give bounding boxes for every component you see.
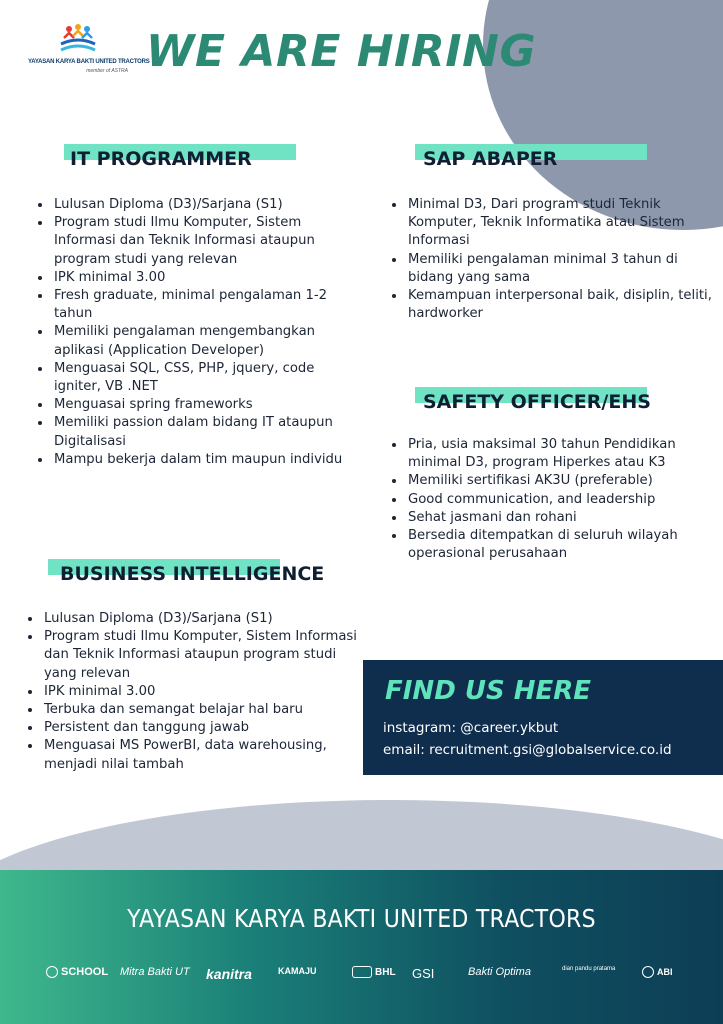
logo-tagline: member of ASTRA [86, 68, 128, 74]
requirement-item: • Pria, usia maksimal 30 tahun Pendidikan minimal D3, program Hiperkes atau K3 [406, 436, 723, 472]
requirement-item: • IPK minimal 3.00 [52, 269, 364, 287]
requirement-item: • Memiliki pengalaman minimal 3 tahun di bidang yang sama [406, 251, 723, 287]
requirement-item: • Minimal D3, Dari program studi Teknik Komputer, Teknik Informatika atau Sistem Informasi [406, 196, 723, 251]
requirement-item: • Memiliki pengalaman mengembangkan aplikasi (Application Developer) [52, 323, 364, 359]
contact-title: FIND US HERE [385, 676, 592, 706]
partner-logo: kanitra [206, 966, 252, 982]
requirement-item: • Program studi Ilmu Komputer, Sistem Informasi dan Teknik Informasi ataupun program studi yang relevan [42, 628, 360, 683]
requirement-item: • Mampu bekerja dalam tim maupun individu [52, 451, 364, 469]
partner-logo: KAMAJU [278, 966, 317, 976]
requirement-item: • Memiliki sertifikasi AK3U (preferable) [406, 472, 723, 490]
list-it-programmer [34, 196, 364, 469]
heading-text: BUSINESS INTELLIGENCE [60, 563, 325, 585]
requirement-item: • Menguasai MS PowerBI, data warehousing, menjadi nilai tambah [42, 737, 360, 773]
heading-sap-abaper [423, 148, 557, 170]
requirement-item: • Fresh graduate, minimal pengalaman 1-2 tahun [52, 287, 364, 323]
instagram-link[interactable]: instagram: @career.ykbut [383, 720, 559, 736]
heading-safety-officer [423, 391, 651, 413]
email-link[interactable]: email: recruitment.gsi@globalservice.co.id [383, 742, 672, 758]
people-icon [58, 24, 98, 54]
page-title: WE ARE HIRING [146, 26, 537, 77]
footer-title: YAYASAN KARYA BAKTI UNITED TRACTORS [127, 904, 596, 933]
bhl-icon [352, 966, 372, 978]
requirement-item: • Lulusan Diploma (D3)/Sarjana (S1) [52, 196, 364, 214]
heading-text: SAFETY OFFICER/EHS [423, 391, 651, 413]
requirement-item: • Persistent dan tanggung jawab [42, 719, 360, 737]
partner-logo: dian pandu pratama [562, 966, 616, 972]
partner-logo: GSI [412, 966, 435, 981]
list-business-intelligence [24, 610, 360, 774]
list-sap-abaper [388, 196, 723, 323]
abi-icon [642, 966, 654, 978]
partner-logos [40, 958, 690, 992]
partner-logo: Bakti Optima [468, 966, 531, 978]
partner-logo: SCHOOL [46, 966, 108, 978]
requirement-item: • Kemampuan interpersonal baik, disiplin, teliti, hardworker [406, 287, 723, 323]
requirement-item: • Program studi Ilmu Komputer, Sistem Informasi dan Teknik Informasi ataupun program studi yang relevan [52, 214, 364, 269]
requirement-item: • Memiliki passion dalam bidang IT ataupun Digitalisasi [52, 414, 364, 450]
school-icon [46, 966, 58, 978]
heading-text: SAP ABAPER [423, 148, 558, 170]
requirement-item: • Terbuka dan semangat belajar hal baru [42, 701, 360, 719]
logo-name: YAYASAN KARYA BAKTI UNITED TRACTORS [28, 59, 150, 65]
partner-logo: Mitra Bakti UT [120, 966, 190, 978]
requirement-item: • Sehat jasmani dan rohani [406, 509, 723, 527]
partner-logo: ABI [642, 966, 673, 978]
requirement-item: • Bersedia ditempatkan di seluruh wilayah operasional perusahaan [406, 527, 723, 563]
requirement-item: • Lulusan Diploma (D3)/Sarjana (S1) [42, 610, 360, 628]
ykbut-logo [28, 24, 150, 84]
heading-it-programmer [70, 148, 252, 170]
list-safety-officer [388, 436, 723, 563]
requirement-item: • Menguasai spring frameworks [52, 396, 364, 414]
footer-band [0, 870, 723, 1024]
heading-business-intelligence [60, 563, 324, 585]
heading-text: IT PROGRAMMER [70, 148, 252, 170]
partner-logo: BHL [352, 966, 396, 978]
requirement-item: • IPK minimal 3.00 [42, 683, 360, 701]
contact-box [363, 660, 723, 775]
requirement-item: • Good communication, and leadership [406, 491, 723, 509]
requirement-item: • Menguasai SQL, CSS, PHP, jquery, code igniter, VB .NET [52, 360, 364, 396]
